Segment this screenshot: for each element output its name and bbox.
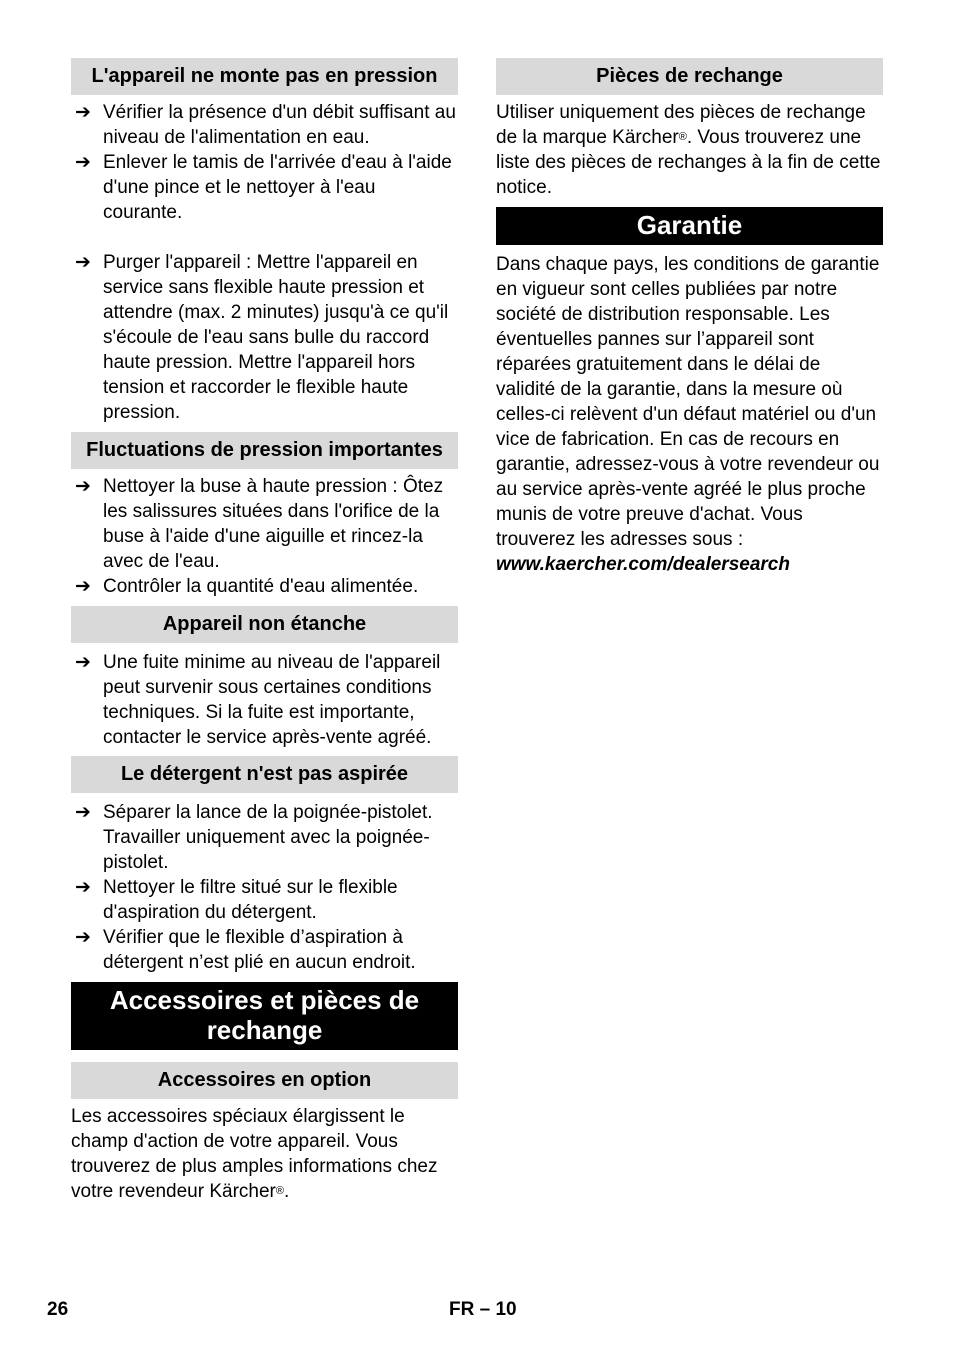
dealer-search-link[interactable]: www.kaercher.com/dealersearch (496, 554, 790, 575)
registered-mark: ® (678, 131, 687, 143)
arrow-icon: ➔ (75, 102, 91, 123)
heading-optional-accessories: Accessoires en option (71, 1062, 458, 1099)
list-item: ➔ Séparer la lance de la poignée-pistolet. Travailler uniquement avec la poignée-pistolet. (75, 802, 433, 873)
list-item: ➔ Vérifier que le flexible d’aspiration à détergent n’est plié en aucun endroit. (75, 927, 416, 973)
arrow-icon: ➔ (75, 802, 91, 823)
arrow-icon: ➔ (75, 576, 91, 597)
list-no-pressure (71, 100, 458, 425)
list-leak (71, 650, 458, 750)
list-item: ➔ Nettoyer le filtre situé sur le flexible d'aspiration du détergent. (75, 877, 398, 923)
arrow-icon: ➔ (75, 877, 91, 898)
arrow-icon: ➔ (75, 476, 91, 497)
heading-warranty: Garantie (496, 207, 883, 245)
heading-detergent: Le détergent n'est pas aspirée (71, 756, 458, 793)
list-detergent (71, 800, 458, 975)
right-column (496, 58, 883, 577)
page-number: 26 (47, 1299, 69, 1320)
arrow-icon: ➔ (75, 152, 91, 173)
list-item: ➔ Enlever le tamis de l'arrivée d'eau à l'aide d'une pince et le nettoyer à l'eau courante. (75, 152, 452, 223)
paragraph-warranty: Dans chaque pays, les conditions de garantie en vigueur sont celles publiées par notre société de distribution responsable. Les éventuelles pannes sur l’appareil sont réparées gratuitement dans le délai de validité de la garantie, dans la mesure où celles-ci relèvent d'un défaut matériel ou d'un vice de fabrication. En cas de recours en garantie, adressez-vous à votre revendeur ou au service après-vente agréé le plus proche munis de votre preuve d'achat. Vous trouverez les adresses sous : (496, 254, 880, 550)
list-item: ➔ Une fuite minime au niveau de l'appareil peut survenir sous certaines conditions techniques. Si la fuite est importante, contacter le service après-vente agréé. (75, 652, 441, 748)
heading-accessories-parts: Accessoires et pièces de rechange (71, 982, 458, 1050)
list-item: ➔ Purger l'appareil : Mettre l'appareil en service sans flexible haute pression et attendre (max. 2 minutes) jusqu'à ce qu'il s'écoule de l'eau sans bulle du raccord haute pression. Mettre l'appareil hors tension et raccorder le flexible haute pression. (75, 252, 449, 423)
list-item: ➔ Contrôler la quantité d'eau alimentée. (75, 576, 419, 597)
list-item: ➔ Nettoyer la buse à haute pression : Ôtez les salissures situées dans l'orifice de la buse à l'aide d'une aiguille et rincez-la avec de l'eau. (75, 476, 444, 572)
left-column (71, 58, 458, 1204)
heading-no-pressure: L'appareil ne monte pas en pression (71, 58, 458, 95)
list-pressure-fluctuations (71, 474, 458, 599)
arrow-icon: ➔ (75, 927, 91, 948)
heading-pressure-fluctuations: Fluctuations de pression importantes (71, 432, 458, 469)
heading-leak: Appareil non étanche (71, 606, 458, 643)
arrow-icon: ➔ (75, 252, 91, 273)
registered-mark: ® (275, 1185, 284, 1197)
page-section: FR – 10 (449, 1299, 517, 1320)
list-item: ➔ Vérifier la présence d'un débit suffisant au niveau de l'alimentation en eau. (75, 102, 456, 148)
paragraph-spare-parts: Utiliser uniquement des pièces de rechange de la marque Kärcher®. Vous trouverez une liste des pièces de rechanges à la fin de cette notice. (496, 102, 881, 198)
heading-spare-parts: Pièces de rechange (496, 58, 883, 95)
paragraph-optional-accessories: Les accessoires spéciaux élargissent le champ d'action de votre appareil. Vous trouverez de plus amples informations chez votre revendeur Kärcher®. (71, 1106, 438, 1202)
arrow-icon: ➔ (75, 652, 91, 673)
